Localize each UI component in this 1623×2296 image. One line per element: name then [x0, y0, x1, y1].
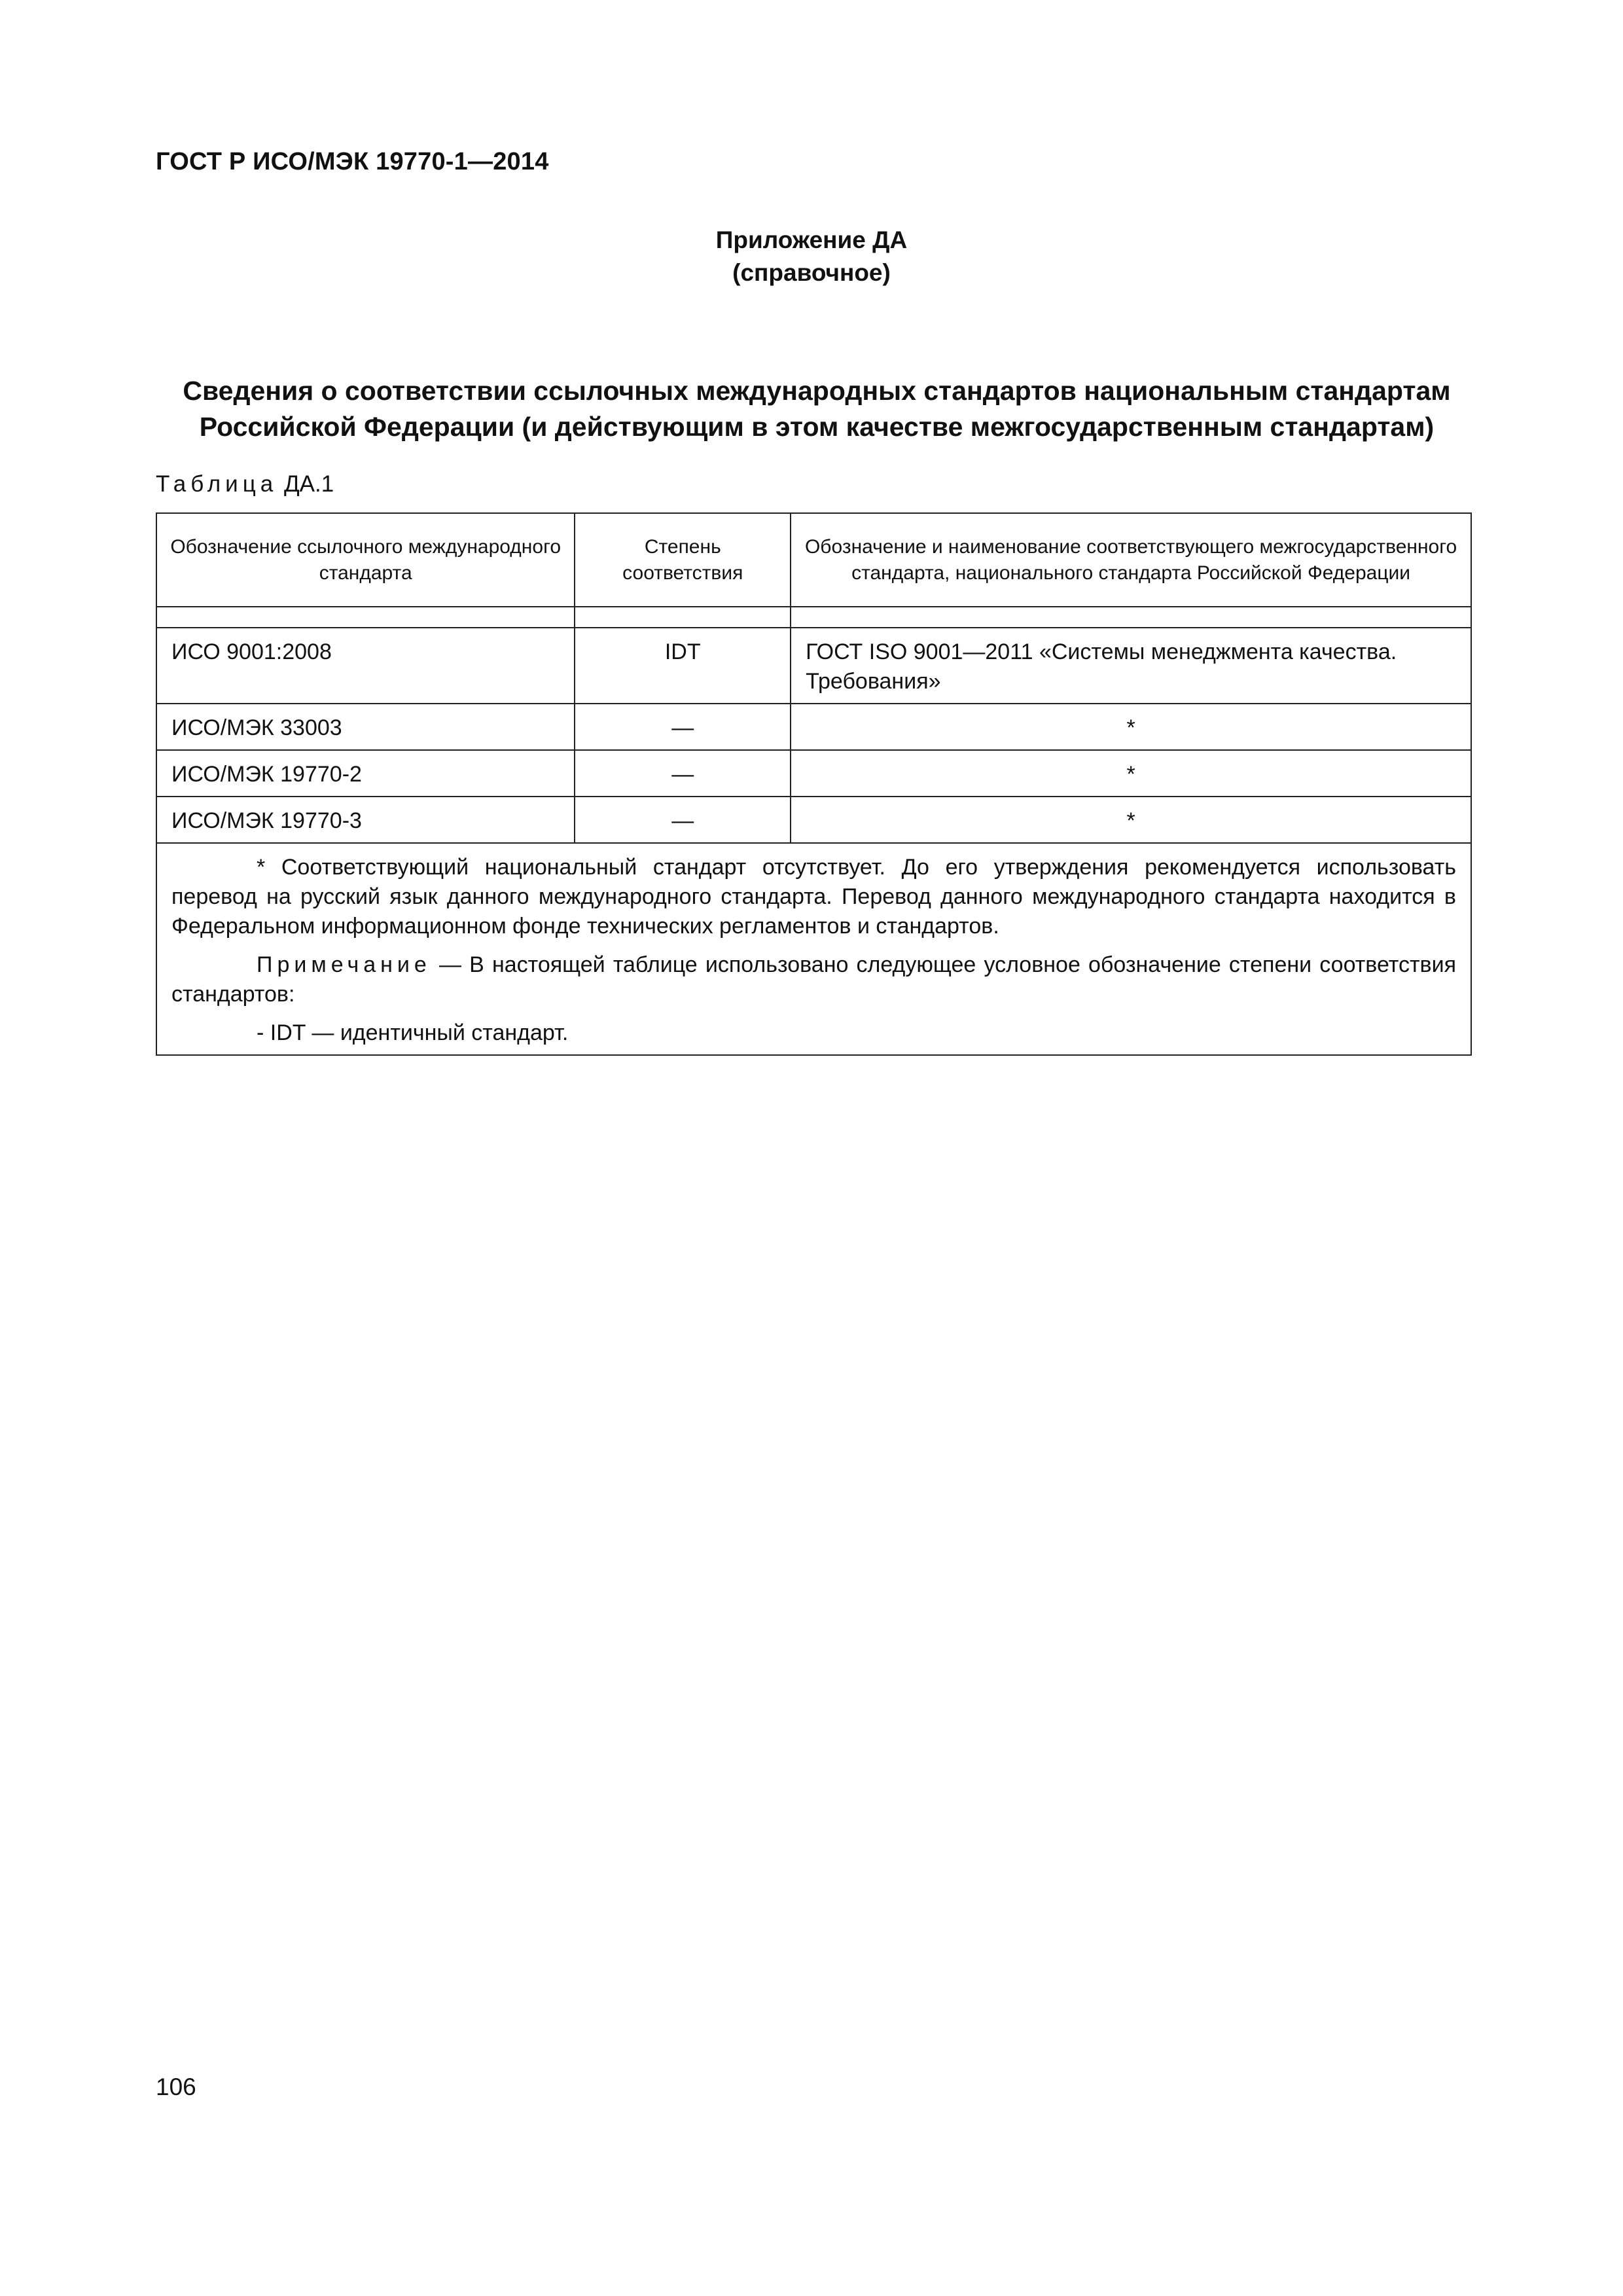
header-degree: Степень соответствия: [575, 513, 791, 607]
cell-degree: —: [575, 797, 791, 843]
correspondence-table: [156, 512, 1472, 1056]
table-notes-row: [156, 843, 1471, 1055]
cell-national-standard: *: [791, 704, 1471, 750]
note-label: Примечание: [257, 952, 431, 977]
header-reference-standard: Обозначение ссылочного международного стандарта: [156, 513, 575, 607]
section-title-line-1: Сведения о соответствии ссылочных международных стандартов национальным стандартам: [183, 376, 1451, 406]
cell-national-standard: *: [791, 750, 1471, 797]
table-caption: [156, 471, 334, 497]
cell-reference-standard: ИСО/МЭК 19770-2: [156, 750, 575, 797]
cell-reference-standard: ИСО/МЭК 33003: [156, 704, 575, 750]
table-row: [156, 797, 1471, 843]
note-item: - IDT — идентичный стандарт.: [257, 1020, 569, 1045]
appendix-heading: [0, 224, 1623, 289]
cell-national-standard: *: [791, 797, 1471, 843]
appendix-title: Приложение ДА: [715, 226, 908, 253]
header-national-standard: Обозначение и наименование соответствующего межгосударственного стандарта, национального стандарта Российской Федерации: [791, 513, 1471, 607]
table-caption-number: ДА.1: [283, 471, 334, 497]
cell-degree: IDT: [575, 628, 791, 704]
note-text: — В настоящей таблице использовано следующее условное обозначение степени соответствия стандартов:: [171, 952, 1456, 1007]
cell-national-standard: ГОСТ ISO 9001—2011 «Системы менеджмента качества. Требования»: [791, 628, 1471, 704]
section-title-line-2: Российской Федерации (и действующим в этом качестве межгосударственным стандартам): [199, 412, 1435, 442]
table-header-row: [156, 513, 1471, 607]
footnote: * Соответствующий национальный стандарт отсутствует. До его утверждения рекомендуется использовать перевод на русский язык данного международного стандарта. Перевод данного международного стандарта находится в Федеральном информационном фонде технических регламентов и стандартов.: [171, 855, 1456, 939]
cell-reference-standard: ИСО/МЭК 19770-3: [156, 797, 575, 843]
cell-reference-standard: ИСО 9001:2008: [156, 628, 575, 704]
table-row: [156, 704, 1471, 750]
cell-degree: —: [575, 750, 791, 797]
table-notes: [156, 843, 1471, 1055]
header-separator: [156, 607, 1471, 628]
page-number: 106: [156, 2073, 196, 2100]
note: [171, 950, 1456, 1009]
cell-degree: —: [575, 704, 791, 750]
table-caption-word: Таблица: [156, 471, 278, 497]
table-row: [156, 750, 1471, 797]
document-header: ГОСТ Р ИСО/МЭК 19770-1—2014: [156, 148, 549, 175]
appendix-type: (справочное): [732, 259, 891, 286]
section-title: [156, 373, 1478, 445]
table-row: [156, 628, 1471, 704]
